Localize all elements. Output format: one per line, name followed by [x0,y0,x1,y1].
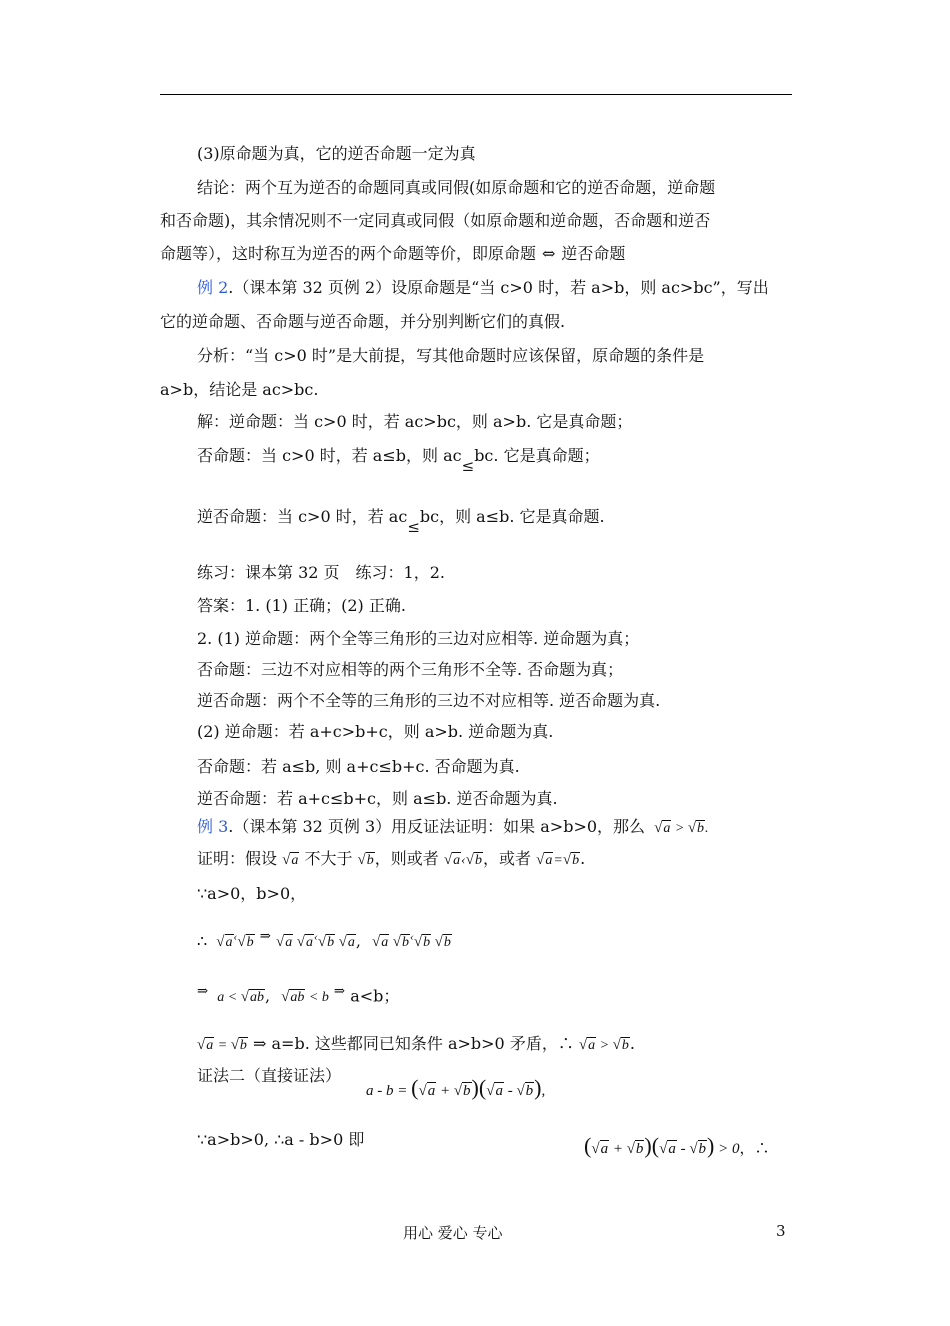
line-conclusion: 结论：两个互为逆否的命题同真或同假(如原命题和它的逆否命题，逆命题 [197,178,716,197]
example-3-label: 例 3 [197,817,229,836]
proof-assumption: 证明：假设 √a 不大于 √b，则或者 √a‹√b，或者 √a=√b. [197,849,586,868]
answer-2b-inverse: 否命题：若 a≤b, 则 a+c≤b+c. 否命题为真. [197,757,520,776]
answer-2-inverse: 否命题：三边不对应相等的两个三角形不全等. 否命题为真； [197,660,624,679]
page-number: 3 [776,1222,786,1240]
analysis-line: 分析：“当 c>0 时”是大前提，写其他命题时应该保留，原命题的条件是 [197,346,705,365]
since-difference: ∵a>b>0, ∴a - b>0 即 [197,1130,365,1149]
example-2-label: 例 2 [197,278,229,297]
method-2-formula: a - b = (√a + √b)(√a - √b), [366,1075,546,1100]
header-rule [160,94,792,95]
example-2-line: 例 2.（课本第 32 页例 2）设原命题是“当 c>0 时，若 a>b，则 ac>bc”，写出 [197,278,769,297]
difference-product-positive: (√a + √b)(√a - √b) > 0，∴ [584,1133,770,1158]
example-2-line-2: 它的逆命题、否命题与逆否命题，并分别判断它们的真假. [160,312,566,331]
footer-motto: 用心 爱心 专心 [403,1224,503,1242]
exercise-line: 练习：课本第 32 页 练习：1，2. [197,563,445,582]
line-conclusion-2: 和否命题)，其余情况则不一定同真或同假（如原命题和逆命题，否命题和逆否 [160,211,711,230]
answer-2-contrapositive: 逆否命题：两个不全等的三角形的三边不对应相等. 逆否命题为真. [197,691,661,710]
answer-2-converse: 2. (1) 逆命题：两个全等三角形的三边对应相等. 逆命题为真； [197,629,640,648]
therefore-line: ∴ √a‹√b ⇒ √a √a‹√b √a, √a √b‹√b √b [197,929,451,951]
method-2-label: 证法二（直接证法） [197,1066,342,1085]
solution-inverse: 否命题：当 c>0 时，若 a≤b，则 ac≤bc. 它是真命题； [197,446,600,475]
answer-2b-contrapositive: 逆否命题：若 a+c≤b+c，则 a≤b. 逆否命题为真. [197,789,558,808]
line-3-contrapositive: (3)原命题为真，它的逆否命题一定为真 [197,144,476,163]
equal-contradiction: √a = √b ⇒ a=b. 这些都同已知条件 a>b>0 矛盾，∴ √a > √b. [197,1034,635,1053]
equivalence-symbol: ⇔ [542,244,556,263]
answer-line: 答案：1. (1) 正确；(2) 正确. [197,596,406,615]
solution-contrapositive: 逆否命题：当 c>0 时，若 ac≤bc，则 a≤b. 它是真命题. [197,507,605,536]
solution-converse: 解：逆命题：当 c>0 时，若 ac>bc，则 a>b. 它是真命题； [197,412,633,431]
implies-line: ⇒ a < √ab, √ab < b ⇒ a<b； [197,984,400,1006]
line-conclusion-3: 命题等），这时称互为逆否的两个命题等价，即原命题 ⇔ 逆否命题 [160,244,626,263]
example-3-line: 例 3.（课本第 32 页例 3）用反证法证明：如果 a>b>0，那么 √a > √b. [197,817,709,836]
answer-2b-converse: (2) 逆命题：若 a+c>b+c，则 a>b. 逆命题为真. [197,722,554,741]
since-positive: ∵a>0，b>0， [197,884,307,903]
analysis-line-2: a>b，结论是 ac>bc. [160,380,319,399]
